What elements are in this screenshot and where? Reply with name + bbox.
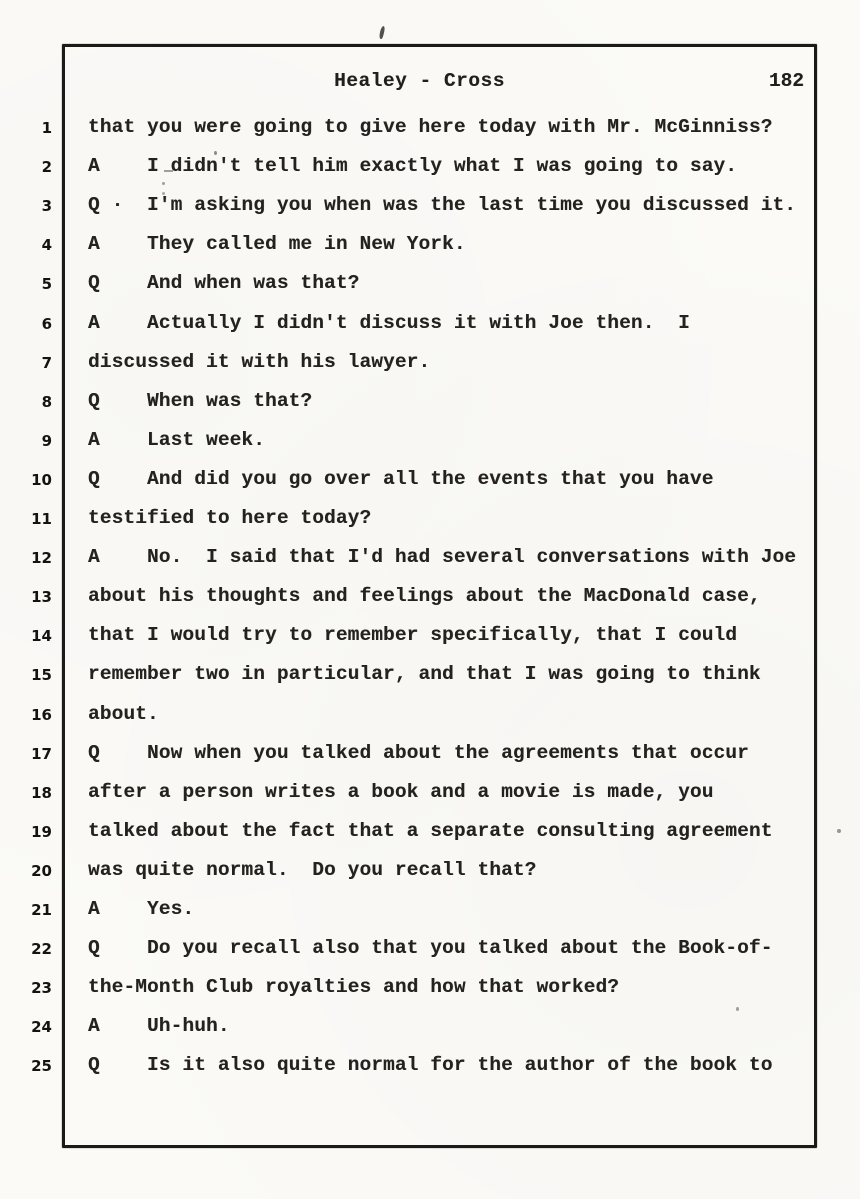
line-text: A Yes. [88,898,195,920]
transcript-line [0,503,860,542]
transcript-line [0,1011,860,1050]
line-number: 14 [31,627,52,646]
line-text: Q Now when you talked about the agreements that occur [88,741,749,764]
line-number: 16 [31,705,52,724]
page-number: 182 [768,70,804,92]
line-number: 8 [41,392,52,411]
line-text: Q · I'm asking you when was the last time you discussed it. [88,194,797,217]
line-text: Q Is it also quite normal for the author of the book to [88,1054,773,1077]
line-text: A Last week. [88,428,266,451]
transcript-line [0,816,860,855]
line-number: 3 [41,197,52,216]
transcript-line [0,777,860,816]
transcript-line [0,1050,860,1089]
transcript-line [0,308,860,347]
transcript-line [0,190,860,229]
line-number: 1 [41,119,52,137]
line-number: 21 [31,901,52,919]
line-text: A No. I said that I'd had several conversations with Joe [88,546,797,569]
line-text: about. [88,702,159,725]
line-number: 4 [41,236,52,255]
line-number: 10 [31,470,52,489]
line-number: 23 [31,979,52,998]
line-number: 19 [31,822,52,841]
line-number: 5 [41,275,52,294]
transcript-line [0,855,860,894]
line-text: talked about the fact that a separate consulting agreement [88,819,773,842]
line-number: 20 [31,861,52,880]
line-text: that you were going to give here today with Mr. McGinniss? [88,116,773,138]
line-number: 24 [31,1018,52,1037]
transcript-line [0,268,860,307]
line-text: Q And when was that? [88,272,360,295]
transcript-line [0,894,860,933]
line-number: 11 [31,510,52,528]
line-number: 13 [31,588,52,607]
page-title: Healey - Cross [334,70,505,92]
transcript-line [0,151,860,190]
line-number: 22 [31,940,52,959]
transcript-line [0,229,860,268]
line-text: about his thoughts and feelings about the MacDonald case, [88,585,761,608]
line-text: remember two in particular, and that I was going to think [88,663,761,686]
transcript-line [0,620,860,659]
line-text: Q Do you recall also that you talked about the Book-of- [88,937,773,960]
transcript-line [0,933,860,972]
transcript-line [0,112,860,151]
line-number: 25 [31,1057,52,1076]
line-text: that I would try to remember specifically, that I could [88,624,738,647]
line-text: A Actually I didn't discuss it with Joe then. I [88,311,690,334]
line-text: discussed it with his lawyer. [88,350,431,373]
line-number: 12 [31,549,52,568]
transcript-line [0,659,860,698]
line-number: 7 [41,353,52,372]
line-text: A Uh-huh. [88,1015,230,1038]
line-text: A I didn't tell him exactly what I was going to say. [88,155,738,178]
line-text: was quite normal. Do you recall that? [88,858,537,881]
transcript-line [0,386,860,425]
transcript-line [0,738,860,777]
transcript-line [0,347,860,386]
line-number: 6 [41,314,52,333]
line-text: the-Month Club royalties and how that worked? [88,976,620,999]
transcript-line [0,972,860,1011]
transcript-line [0,581,860,620]
line-text: Q When was that? [88,389,313,412]
line-number: 2 [41,158,52,177]
line-text: after a person writes a book and a movie is made, you [88,780,714,803]
line-text: Q And did you go over all the events that you have [88,467,714,490]
line-number: 17 [31,744,52,763]
transcript-line [0,464,860,503]
line-number: 18 [31,783,52,802]
line-number: 15 [31,666,52,685]
transcript-line [0,699,860,738]
line-text: testified to here today? [88,507,372,529]
transcript-line [0,542,860,581]
transcript-line [0,425,860,464]
line-text: A They called me in New York. [88,233,466,256]
line-number: 9 [41,431,52,450]
